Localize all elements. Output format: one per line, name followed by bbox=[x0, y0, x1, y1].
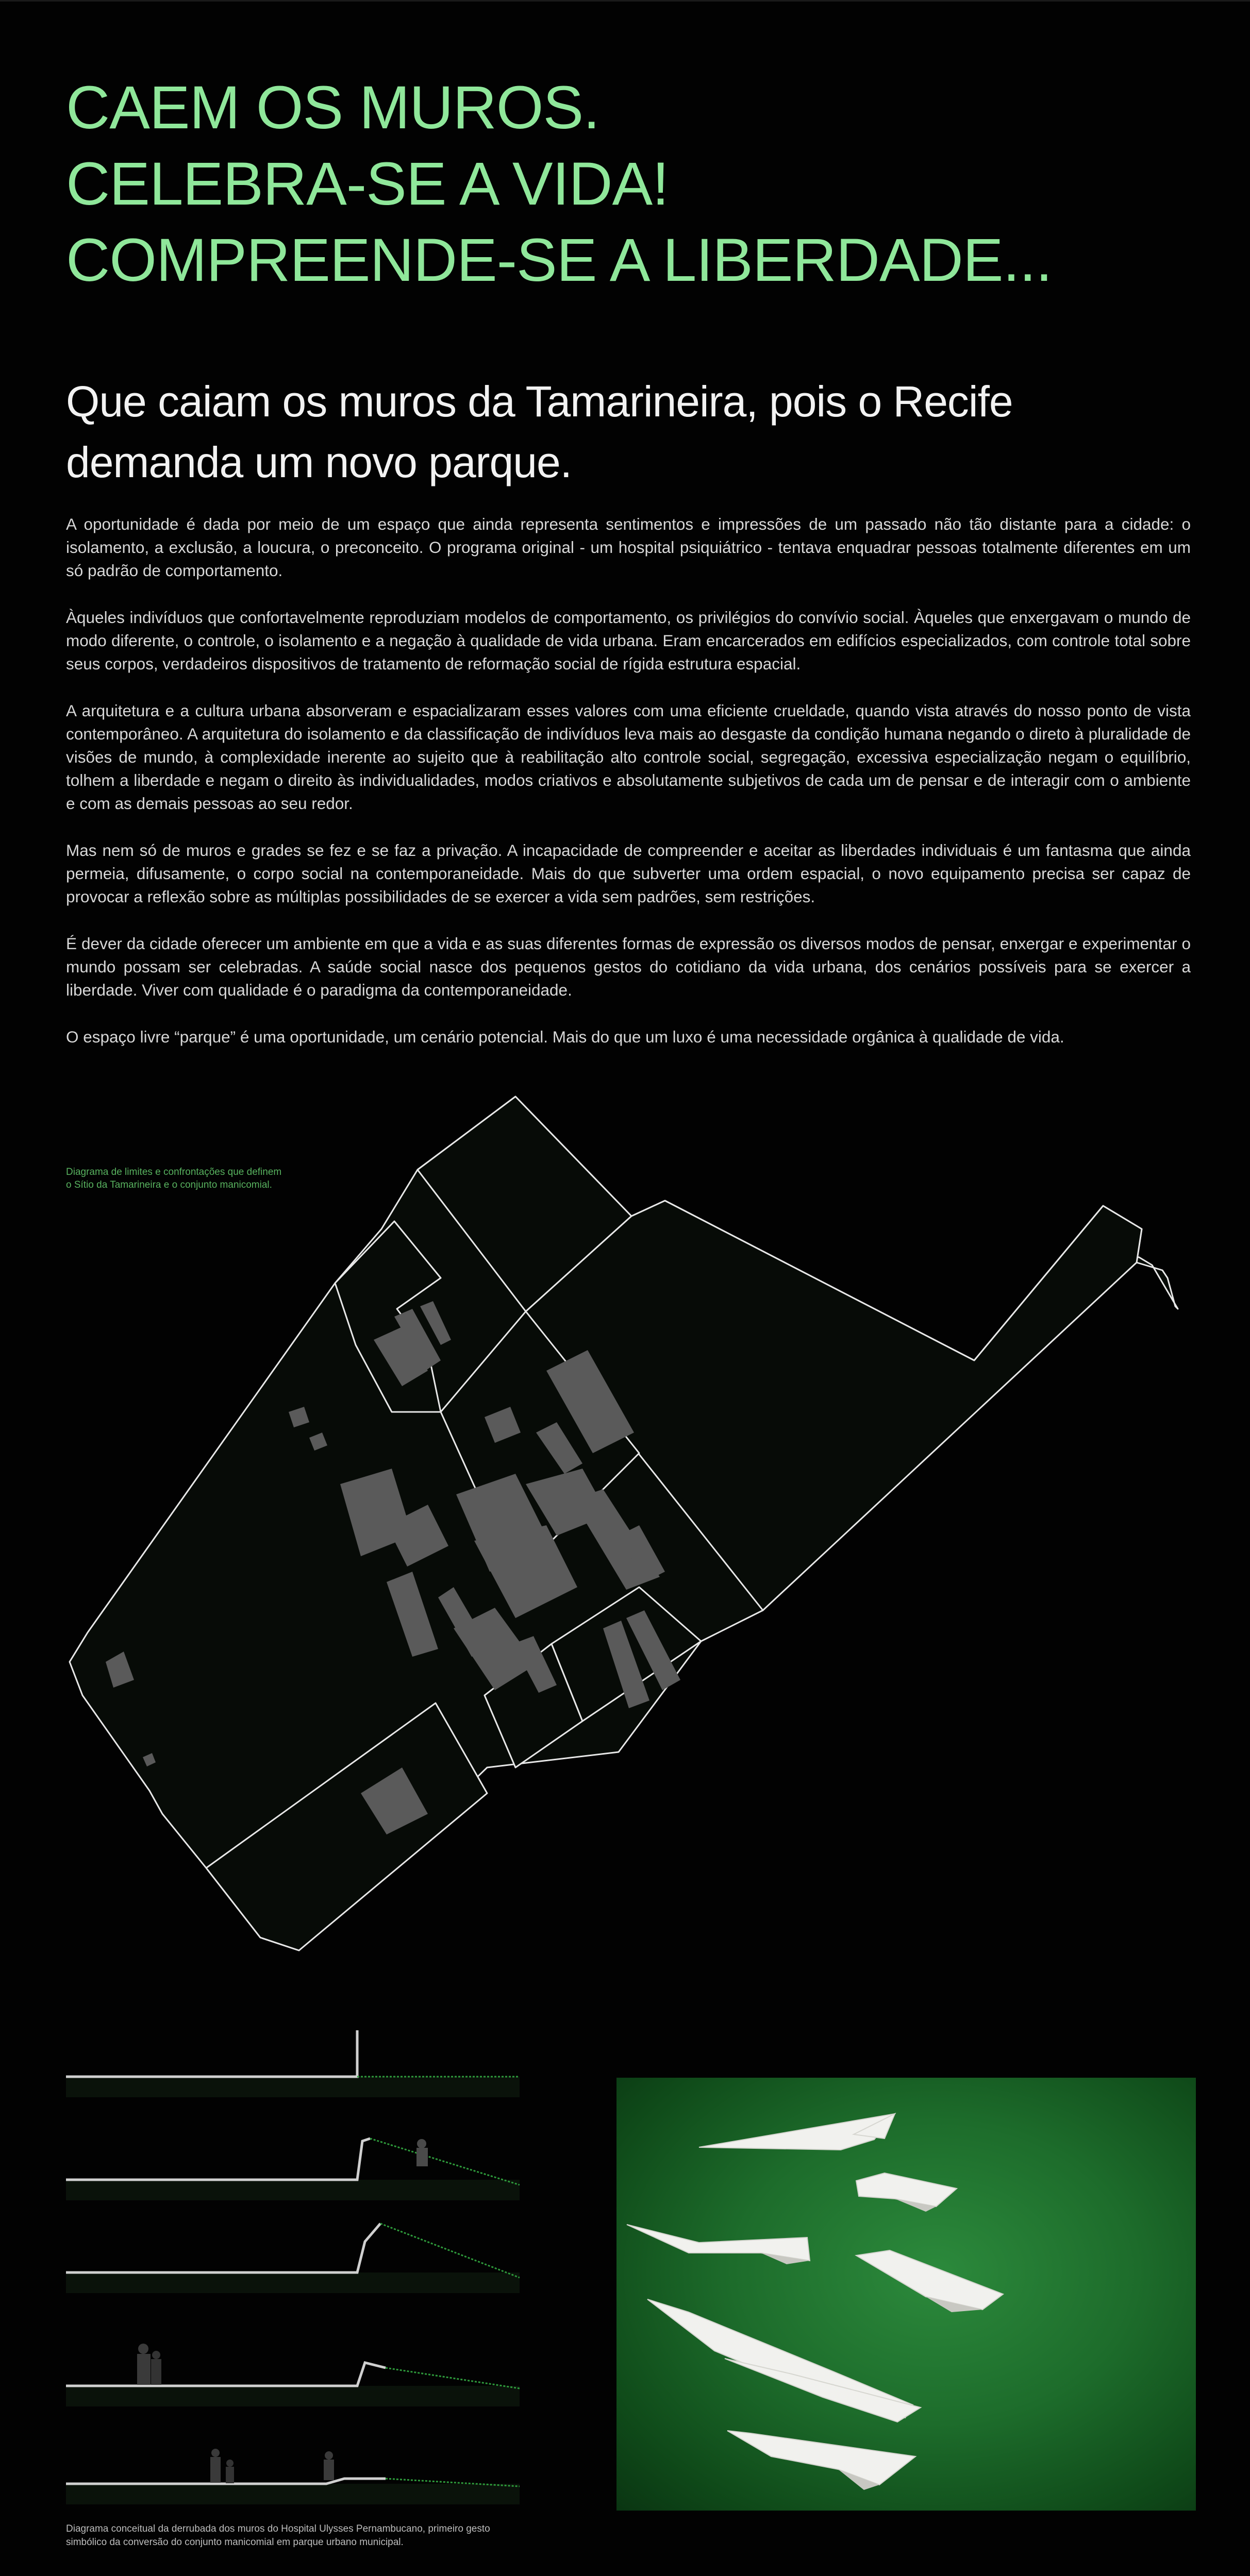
headline bbox=[66, 70, 1200, 298]
section-4 bbox=[66, 2344, 520, 2406]
paragraph: Mas nem só de muros e grades se fez e se faz a privação. A incapacidade de compreender e aceitar as liberdades individuais é um fantasma que ainda permeia, difusamente, o corpo social na contemporaneidade. Mais do que subverter uma ordem espacial, o novo equipamento precisa ser capaz de provocar a reflexão sobre as múltiplas possibilidades de se exercer a vida sem padrões, sem restrições. bbox=[66, 841, 1191, 906]
paper-fold bbox=[856, 2250, 1003, 2310]
paper-fold bbox=[627, 2225, 810, 2261]
map-caption: Diagrama de limites e confrontações que definem o Sítio da Tamarineira e o conjunto manicomial. bbox=[66, 1167, 282, 1190]
top-rule bbox=[0, 0, 1250, 2]
headline-line-1: CAEM OS MUROS. bbox=[66, 74, 599, 142]
paragraph: O espaço livre “parque” é uma oportunidade, um cenário potencial. Mais do que um luxo é uma necessidade orgânica à qualidade de vida. bbox=[66, 1028, 1064, 1046]
section-5 bbox=[66, 2449, 520, 2504]
section-3 bbox=[66, 2224, 520, 2293]
headline-line-2: CELEBRA-SE A VIDA! bbox=[66, 150, 669, 218]
site-map-diagram bbox=[0, 1082, 1250, 1958]
wall-demolition-sections bbox=[66, 2025, 520, 2510]
paper-fold bbox=[727, 2431, 915, 2485]
paragraph: A oportunidade é dada por meio de um espaço que ainda representa sentimentos e impressões de um passado não tão distante para a cidade: o isolamento, a exclusão, a loucura, o preconceito. O programa original - um hospital psiquiátrico - tentava enquadrar pessoas totalmente diferentes em um só padrão de comportamento. bbox=[66, 515, 1191, 580]
bottom-caption: Diagrama conceitual da derrubada dos muros do Hospital Ulysses Pernambucano, primeiro gesto simbólico da conversão do conjunto manicomial em parque urbano municipal. bbox=[66, 2523, 490, 2548]
section-2 bbox=[66, 2139, 520, 2200]
paper-model-photo bbox=[616, 2078, 1196, 2511]
paragraph: Àqueles indivíduos que confortavelmente reproduziam modelos de comportamento, os privilégios do convívio social. Àqueles que enxergavam o mundo de modo diferente, o controle, o isolamento e a negação à qualidade de vida urbana. Eram encarcerados em edifícios especializados, com controle total sobre seus corpos, verdadeiros dispositivos de tratamento de reformação social de rígida estrutura espacial. bbox=[66, 608, 1191, 673]
body-text bbox=[66, 513, 1191, 1072]
section-1 bbox=[66, 2030, 520, 2097]
headline-line-3: COMPREENDE-SE A LIBERDADE... bbox=[66, 226, 1052, 294]
paragraph: A arquitetura e a cultura urbana absorveram e espacializaram esses valores com uma eficiente crueldade, quando vista através do nosso ponto de vista contemporâneo. A arquitetura do isolamento e da classificação de indivíduos leva mais ao desgaste da condição humana negando o direto à pluralidade de visões de mundo, à complexidade inerente ao sujeito que à reabilitação alto controle social, segregação, excessiva especialização negam o equilíbrio, tolhem a liberdade e negam o direito às individualidades, modos criativos e absolutamente subjetivos de cada um de pensar e de interagir com o ambiente e com as demais pessoas ao seu redor. bbox=[66, 701, 1191, 813]
paragraph: É dever da cidade oferecer um ambiente em que a vida e as suas diferentes formas de expressão os diversos modos de pensar, enxergar e experimentar o mundo possam ser celebradas. A saúde social nasce dos pequenos gestos do cotidiano da vida urbana, dos cenários possíveis para se exercer a liberdade. Viver com qualidade é o paradigma da contemporaneidade. bbox=[66, 934, 1191, 999]
subtitle: Que caiam os muros da Tamarineira, pois o Recife demanda um novo parque. bbox=[66, 377, 1013, 486]
